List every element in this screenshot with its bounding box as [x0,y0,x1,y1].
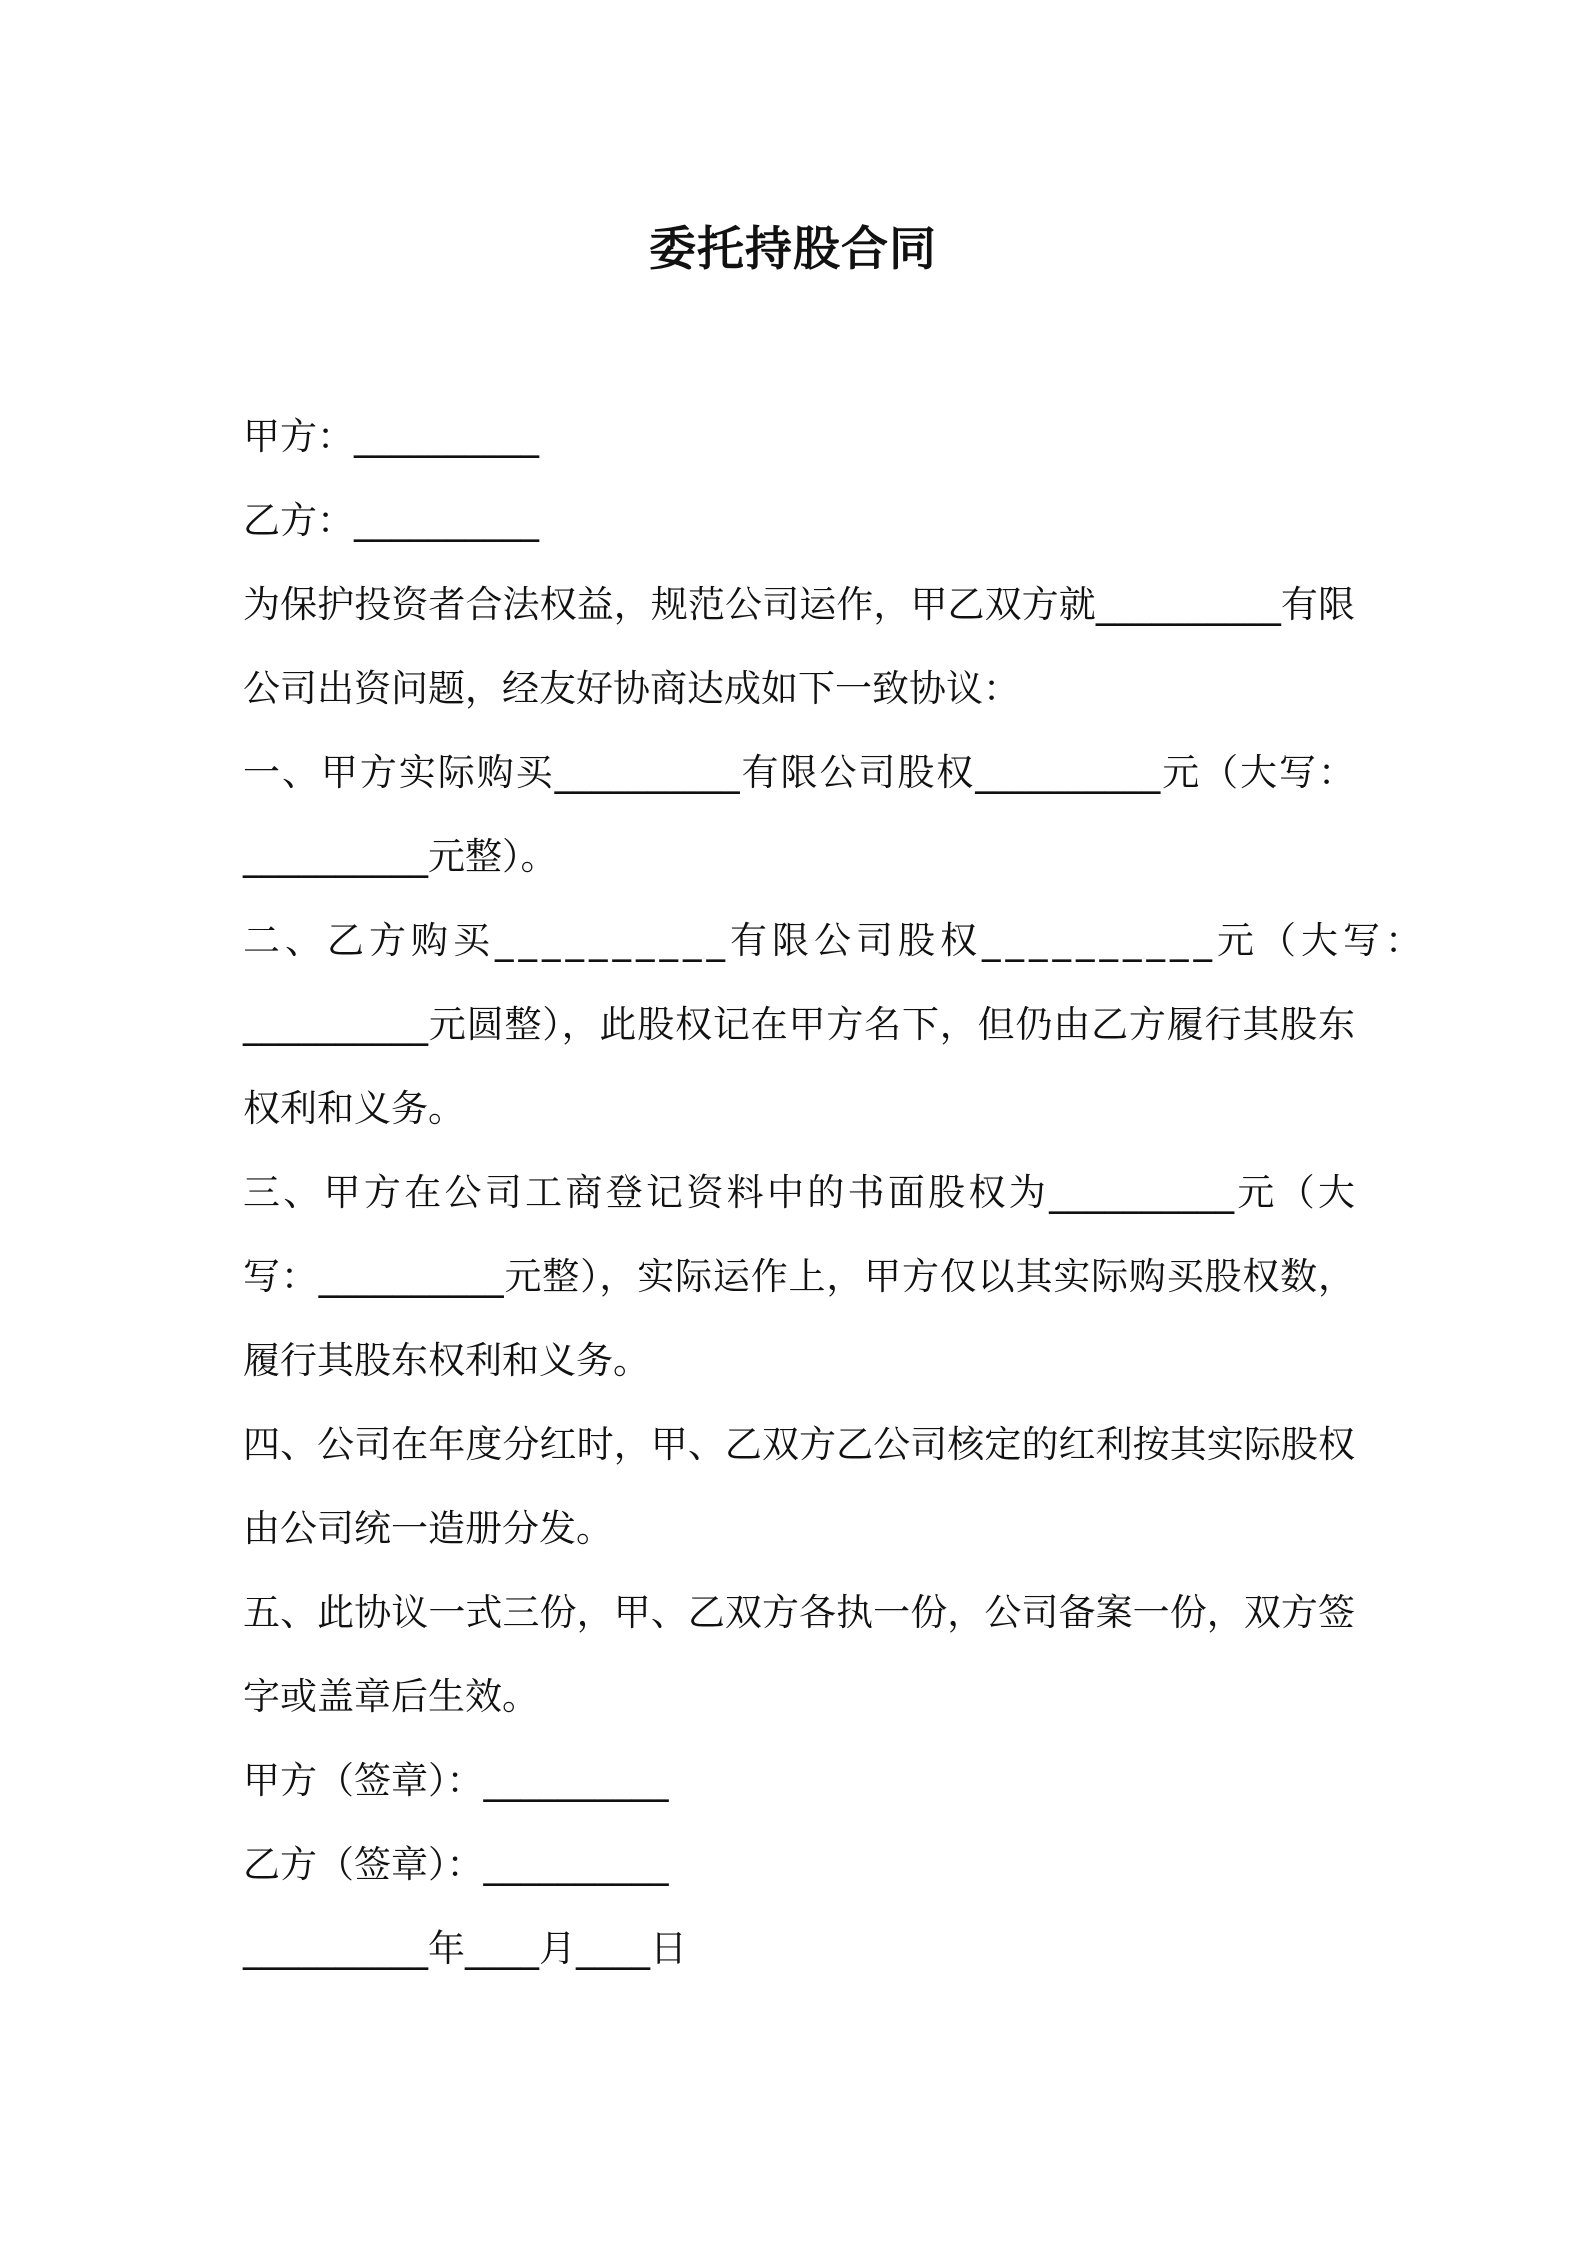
date-line: __________年____月____日 [243,1927,687,1970]
clause-4-line-1: 四、公司在年度分红时，甲、乙双方乙公司核定的红利按其实际股权 [243,1423,1355,1466]
clause-2-line-3: 权利和义务。 [243,1087,465,1130]
party-a-line: 甲方：__________ [243,415,539,458]
preamble-line-1: 为保护投资者合法权益，规范公司运作，甲乙双方就__________有限 [243,583,1355,626]
clause-5-line-2: 字或盖章后生效。 [243,1675,539,1718]
party-b-line: 乙方：__________ [243,499,539,542]
clause-3-line-1: 三、甲方在公司工商登记资料中的书面股权为__________元（大 [243,1171,1355,1214]
clause-5-line-1: 五、此协议一式三份，甲、乙双方各执一份，公司备案一份，双方签 [243,1591,1355,1634]
party-a-signature-line: 甲方（签章）：__________ [243,1759,669,1802]
clause-1-line-1: 一、甲方实际购买__________有限公司股权__________元（大写： [243,751,1355,794]
clause-1-line-2: __________元整）。 [243,835,558,878]
document-title: 委托持股合同 [649,222,937,277]
clause-2-line-1: 二、乙方购买__________有限公司股权__________元（大写： [243,919,1427,962]
clause-3-line-2: 写：__________元整），实际运作上，甲方仅以其实际购买股权数， [243,1255,1355,1298]
preamble-line-2: 公司出资问题，经友好协商达成如下一致协议： [243,667,1020,710]
clause-3-line-3: 履行其股东权利和义务。 [243,1339,650,1382]
clause-2-line-2: __________元圆整），此股权记在甲方名下，但仍由乙方履行其股东 [243,1003,1355,1046]
party-b-signature-line: 乙方（签章）：__________ [243,1843,669,1886]
clause-4-line-2: 由公司统一造册分发。 [243,1507,613,1550]
